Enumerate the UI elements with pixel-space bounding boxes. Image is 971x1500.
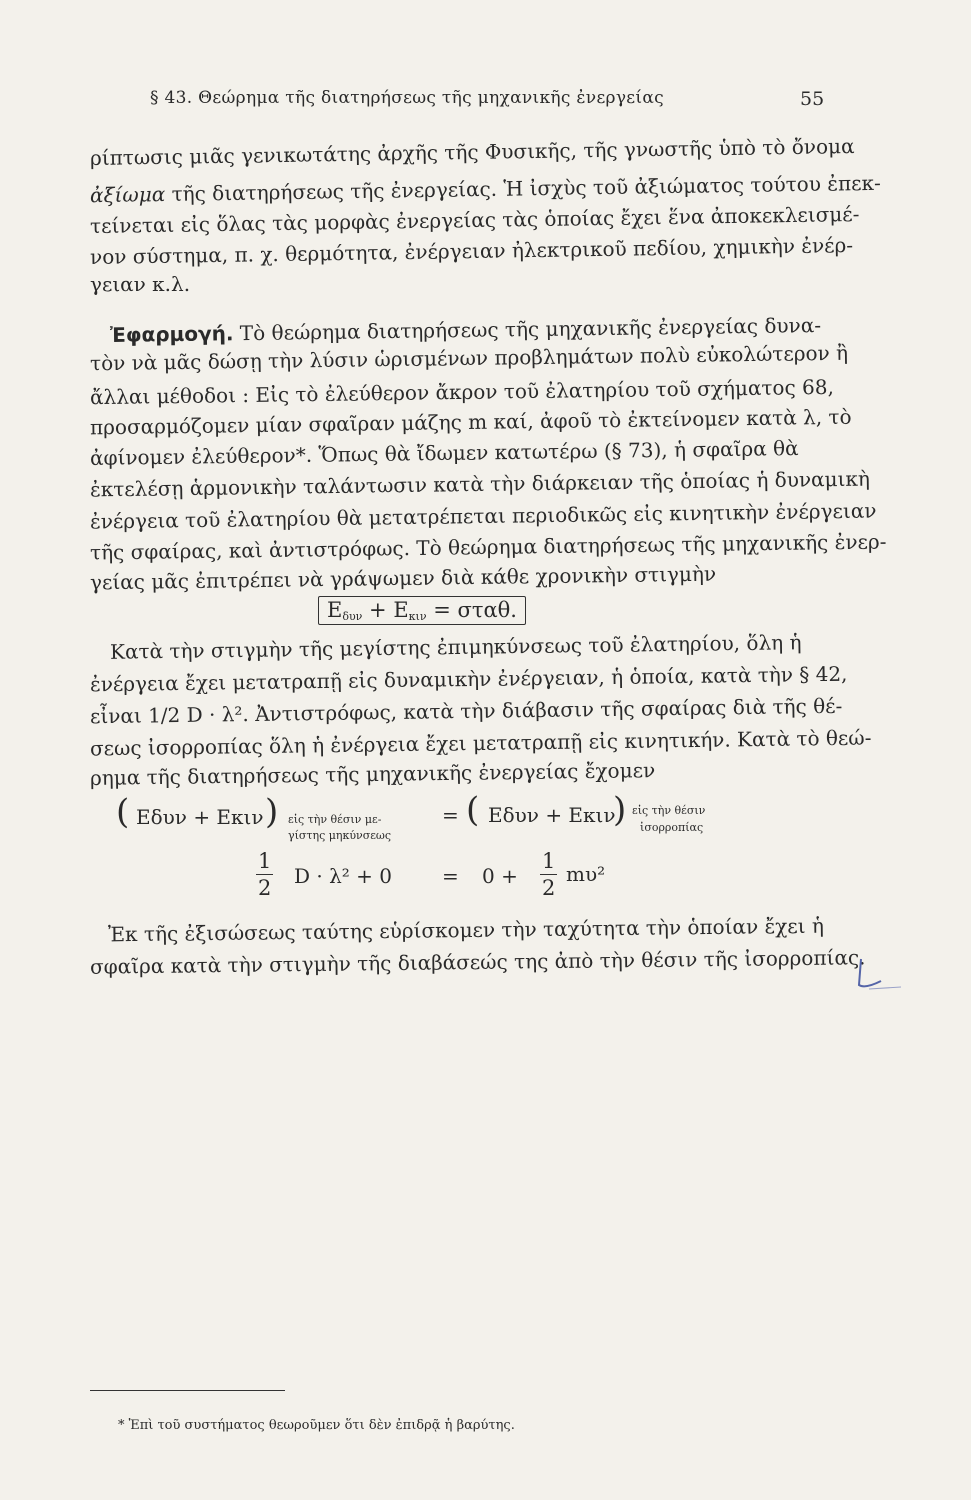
text-line: σφαῖρα κατὰ τὴν στιγμὴν τῆς διαβάσεώς της ἀπὸ τὴν θέσιν τῆς ἰσορροπίας.	[89, 945, 866, 979]
text-line-rest: τῆς διατηρήσεως τῆς ἐνεργείας. Ἡ ἰσχὺς τοῦ ἀξιώματος τούτου ἐπεκ-	[171, 170, 881, 206]
text-line: τῆς σφαίρας, καὶ ἀντιστρόφως. Τὸ θεώρημα διατηρήσεως τῆς μηχανικῆς ἐνερ-	[89, 529, 887, 565]
paren-close: )	[265, 792, 279, 832]
eq-kinetic: mυ²	[566, 862, 606, 886]
italic-term: ἀξίωμα	[89, 182, 166, 208]
paren-close: )	[613, 790, 627, 830]
text-line: ἀφίνομεν ἐλεύθερον*. Ὅπως θὰ ἴδωμεν κατωτέρω (§ 73), ἡ σφαῖρα θὰ	[89, 436, 799, 470]
energy-symbol: E	[393, 598, 409, 622]
paren-open: (	[116, 792, 130, 832]
numerator: 1	[542, 849, 556, 873]
equals-sign: =	[442, 803, 459, 827]
page-number: 55	[800, 88, 825, 110]
equals-sign: =	[442, 864, 459, 888]
fraction-half	[256, 848, 273, 901]
text-line: ἐνέργεια ἔχει μετατραπῇ εἰς δυναμικὴν ἐνέργειαν, ἡ ὁποία, κατὰ τὴν § 42,	[89, 661, 848, 697]
text-line: γειαν κ.λ.	[90, 272, 191, 296]
text-line: ἐκτελέσῃ ἁρμονικὴν ταλάντωσιν κατὰ τὴν διάρκειαν τῆς ὁποίας ἡ δυναμικὴ	[89, 466, 871, 502]
text-line: τείνεται εἰς ὅλας τὰς μορφὰς ἐνεργείας τὰς ὁποίας ἔχει ἕνα ἀποκεκλεισμέ-	[89, 201, 860, 239]
text-line: ρίπτωσις μιᾶς γενικωτάτης ἀρχῆς τῆς Φυσικῆς, τῆς γνωστῆς ὑπὸ τὸ ὄνομα	[89, 133, 855, 171]
text-line: γείας μᾶς ἐπιτρέπει νὰ γράψωμεν διὰ κάθε χρονικὴν στιγμὴν	[89, 561, 717, 595]
footnote: * Ἐπὶ τοῦ συστήματος θεωροῦμεν ὅτι δὲν ἐπιδρᾷ ἡ βαρύτης.	[118, 1418, 515, 1433]
running-header: § 43. Θεώρημα τῆς διατηρήσεως τῆς μηχανικῆς ἐνεργείας	[150, 88, 664, 108]
eq-left-sum: Eδυν + Eκιν	[136, 805, 264, 829]
fraction-half	[540, 848, 557, 901]
text-line: τὸν νὰ μᾶς δώσῃ τὴν λύσιν ὡρισμένων προβλημάτων πολὺ εὐκολώτερον ἢ	[89, 340, 849, 376]
text-line: ρημα τῆς διατηρήσεως τῆς μηχανικῆς ἐνεργείας ἔχομεν	[89, 758, 656, 790]
text-line: Ἐκ τῆς ἐξισώσεως ταύτης εὑρίσκομεν τὴν ταχύτητα τὴν ὁποίαν ἔχει ἡ	[107, 913, 825, 947]
text-line: σεως ἰσορροπίας ὅλη ἡ ἐνέργεια ἔχει μετατραπῇ εἰς κινητικήν. Κατὰ τὸ θεώ-	[89, 725, 872, 761]
text-line	[90, 171, 881, 207]
denominator: 2	[258, 876, 272, 900]
eq-zero-plus: 0 +	[482, 864, 518, 888]
footnote-rule	[90, 1390, 285, 1391]
pencil-mark-icon	[855, 955, 905, 995]
application-heading: Ἐφαρμογή.	[109, 321, 234, 347]
plus-sign: +	[369, 598, 387, 622]
subscript: κιν	[408, 610, 427, 623]
numerator: 1	[258, 849, 272, 873]
text-line: προσαρμόζομεν μίαν σφαῖραν μάζης m καί, ἀφοῦ τὸ ἐκτείνομεν κατὰ λ, τὸ	[89, 404, 852, 440]
constant-text: = σταθ.	[433, 598, 517, 622]
paren-open: (	[466, 790, 480, 830]
text-line: εἶναι 1/2 D · λ². Ἀντιστρόφως, κατὰ τὴν διάβασιν τῆς σφαίρας διὰ τῆς θέ-	[89, 693, 843, 729]
text-line: ἄλλαι μέθοδοι : Εἰς τὸ ἐλεύθερον ἄκρον τοῦ ἐλατηρίου τοῦ σχήματος 68,	[89, 374, 835, 410]
boxed-equation	[318, 596, 526, 625]
text-line: Κατὰ τὴν στιγμὴν τῆς μεγίστης ἐπιμηκύνσεως τοῦ ἐλατηρίου, ὅλη ἡ	[109, 630, 802, 664]
text-line: νον σύστημα, π. χ. θερμότητα, ἐνέργειαν ἠλεκτρικοῦ πεδίου, χημικὴν ἐνέρ-	[89, 233, 854, 269]
eq-note: εἰς τὴν θέσιν	[632, 804, 706, 817]
text-line: ἐνέργεια τοῦ ἐλατηρίου θὰ μετατρέπεται περιοδικῶς εἰς κινητικὴν ἐνέργειαν	[89, 498, 877, 534]
eq-note: γίστης μηκύνσεως	[288, 829, 392, 842]
eq-note: εἰς τὴν θέσιν με-	[288, 813, 382, 826]
eq-potential: D · λ² + 0	[294, 864, 392, 888]
text-line-rest: Τὸ θεώρημα διατηρήσεως τῆς μηχανικῆς ἐνεργείας δυνα-	[239, 313, 822, 346]
denominator: 2	[542, 876, 556, 900]
subscript: δυν	[342, 610, 363, 623]
energy-symbol: E	[327, 598, 343, 622]
eq-right-sum: Eδυν + Eκιν	[488, 803, 616, 827]
eq-note: ἰσορροπίας	[640, 821, 704, 834]
